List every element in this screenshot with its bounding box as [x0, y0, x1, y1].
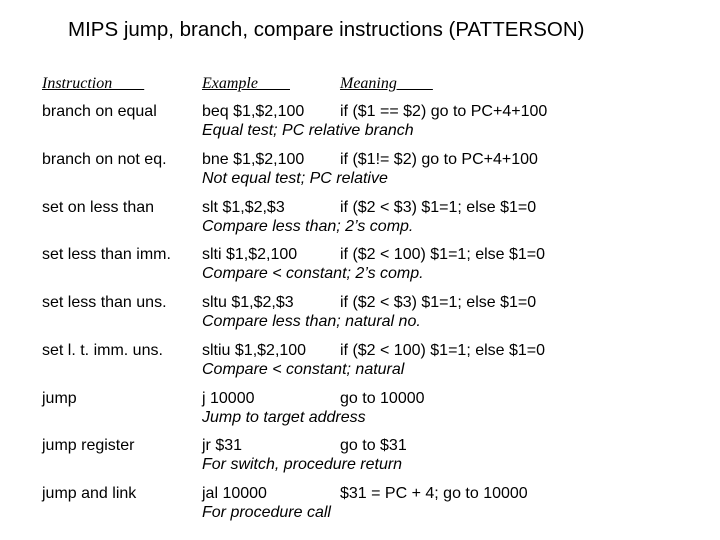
instruction-example: sltu $1,$2,$3 [202, 294, 294, 311]
instruction-example: jal 10000 [202, 485, 267, 502]
instruction-example: sltiu $1,$2,100 [202, 342, 307, 359]
instruction-row [0, 199, 720, 247]
instruction-example: j 10000 [202, 390, 255, 407]
instruction-row [0, 246, 720, 294]
instruction-meaning: if ($2 < 100) $1=1; else $1=0 [340, 342, 546, 359]
instruction-meaning: if ($1 == $2) go to PC+4+100 [340, 103, 548, 120]
instruction-note: Compare less than; 2’s comp. [202, 218, 414, 235]
instruction-name: set on less than [42, 199, 155, 216]
instruction-note: Not equal test; PC relative [202, 170, 388, 187]
instruction-name: branch on not eq. [42, 151, 167, 168]
instruction-note: Equal test; PC relative branch [202, 122, 414, 139]
instruction-note: For procedure call [202, 504, 331, 521]
instruction-row [0, 485, 720, 533]
instruction-meaning: $31 = PC + 4; go to 10000 [340, 485, 528, 502]
header-instruction: Instruction [42, 75, 145, 92]
instruction-row [0, 294, 720, 342]
instruction-note: Jump to target address [202, 409, 366, 426]
header-example: Example [202, 75, 290, 92]
instruction-example: jr $31 [202, 437, 243, 454]
instruction-note: For switch, procedure return [202, 456, 403, 473]
instruction-row [0, 390, 720, 438]
instruction-name: set less than imm. [42, 246, 171, 263]
instruction-row [0, 342, 720, 390]
instruction-name: set l. t. imm. uns. [42, 342, 163, 359]
instruction-name: jump and link [42, 485, 137, 502]
instruction-meaning: if ($2 < $3) $1=1; else $1=0 [340, 199, 537, 216]
instruction-example: slti $1,$2,100 [202, 246, 298, 263]
instruction-name: set less than uns. [42, 294, 167, 311]
instruction-note: Compare less than; natural no. [202, 313, 421, 330]
instruction-meaning: if ($2 < $3) $1=1; else $1=0 [340, 294, 537, 311]
instruction-row [0, 151, 720, 199]
instruction-example: bne $1,$2,100 [202, 151, 305, 168]
instruction-meaning: go to $31 [340, 437, 407, 454]
instruction-name: jump register [42, 437, 135, 454]
instruction-meaning: go to 10000 [340, 390, 425, 407]
instruction-example: beq $1,$2,100 [202, 103, 305, 120]
instruction-note: Compare < constant; natural [202, 361, 405, 378]
instruction-name: branch on equal [42, 103, 157, 120]
instruction-note: Compare < constant; 2’s comp. [202, 265, 424, 282]
instruction-row [0, 437, 720, 485]
page-title: MIPS jump, branch, compare instructions (PATTERSON) [68, 18, 585, 41]
instruction-meaning: if ($1!= $2) go to PC+4+100 [340, 151, 538, 168]
instruction-name: jump [42, 390, 77, 407]
instruction-row [0, 103, 720, 151]
instruction-example: slt $1,$2,$3 [202, 199, 285, 216]
header-meaning: Meaning [340, 75, 433, 92]
instruction-meaning: if ($2 < 100) $1=1; else $1=0 [340, 246, 546, 263]
